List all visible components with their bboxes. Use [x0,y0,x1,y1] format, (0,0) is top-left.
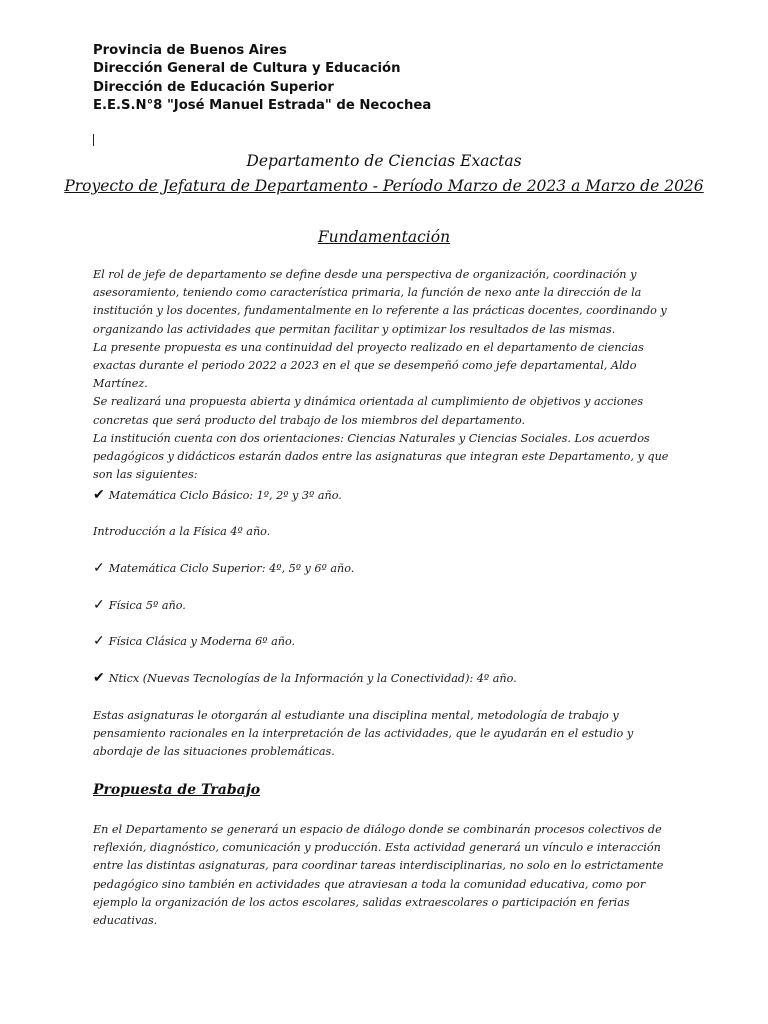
closing-paragraph [93,707,683,762]
subject-item-5 [93,632,295,651]
propuesta-body [93,821,683,930]
header-line-province: Provincia de Buenos Aires [93,43,287,58]
check-heavy-icon: ✔ [93,487,105,503]
check-light-icon: ✓ [93,560,105,576]
fundamentacion-heading: Fundamentación [317,228,451,246]
subject-item-4 [93,596,186,615]
subject-label: Nticx (Nuevas Tecnologías de la Información y la Conectividad): 4º año. [108,672,517,685]
header-line-school: E.E.S.N°8 "José Manuel Estrada" de Necochea [93,98,432,114]
subject-item-3 [93,559,354,578]
project-title: Proyecto de Jefatura de Departamento - Período Marzo de 2023 a Marzo de 2026 [64,177,704,195]
check-heavy-icon: ✔ [93,670,105,686]
department-title: Departamento de Ciencias Exactas [246,152,522,170]
text-cursor [93,134,94,146]
subject-item-1 [93,486,342,505]
check-light-icon: ✓ [93,633,105,649]
subject-item-2 [93,523,270,541]
propuesta-heading: Propuesta de Trabajo [93,782,261,798]
propuesta-paragraph-1: En el Departamento se generará un espacio de diálogo donde se combinarán procesos colectivos de reflexión, diagnóstico, comunicación y producción. Esta actividad generará un vínculo e interacción entre las distintas asignaturas, para coordinar tareas interdisciplinarias, no solo en lo estrictamente pedagógico sino también en actividades que atraviesan a toda la comunidad educativa, como por ejemplo la organización de los actos escolares, salidas extraescolares o participación en ferias educativas. [93,823,664,928]
subject-label: Matemática Ciclo Básico: 1º, 2º y 3º año. [108,489,342,502]
subject-label: Física Clásica y Moderna 6º año. [108,635,296,648]
fundamentacion-body [93,266,683,484]
fundamentacion-paragraph-3: Se realizará una propuesta abierta y dinámica orientada al cumplimiento de objetivos y acciones concretas que será producto del trabajo de los miembros del departamento. [93,395,644,427]
check-light-icon: ✓ [93,597,105,613]
header-line-higher-ed: Dirección de Educación Superior [93,79,334,95]
institution-header [93,42,431,116]
subject-label: Matemática Ciclo Superior: 4º, 5º y 6º año. [108,562,355,575]
subject-label: Introducción a la Física 4º año. [93,525,271,538]
subject-label: Física 5º año. [108,599,186,612]
fundamentacion-paragraph-4: La institución cuenta con dos orientaciones: Ciencias Naturales y Ciencias Sociales. Los acuerdos pedagógicos y didácticos estarán dados entre las asignaturas que integran este Departamento, y que son las siguientes: [93,431,669,482]
fundamentacion-paragraph-1: El rol de jefe de departamento se define desde una perspectiva de organización, coordinación y asesoramiento, teniendo como característica primaria, la función de nexo ante la dirección de la institución y los docentes, fundamentalmente en lo referente a las prácticas docentes, coordinando y organizando las actividades que permitan facilitar y optimizar los resultados de las mismas. [93,268,667,336]
subject-item-6 [93,669,517,688]
fundamentacion-paragraph-2: La presente propuesta es una continuidad del proyecto realizado en el departamento de ciencias exactas durante el periodo 2022 a 2023 en el que se desempeñó como jefe departamental, Aldo Martínez. [93,340,644,391]
closing-text: Estas asignaturas le otorgarán al estudiante una disciplina mental, metodología de trabajo y pensamiento racionales en la interpretación de las actividades, que le ayudarán en el estudio y abordaje de las situaciones problemáticas. [93,709,634,759]
header-line-direction: Dirección General de Cultura y Educación [93,61,401,77]
